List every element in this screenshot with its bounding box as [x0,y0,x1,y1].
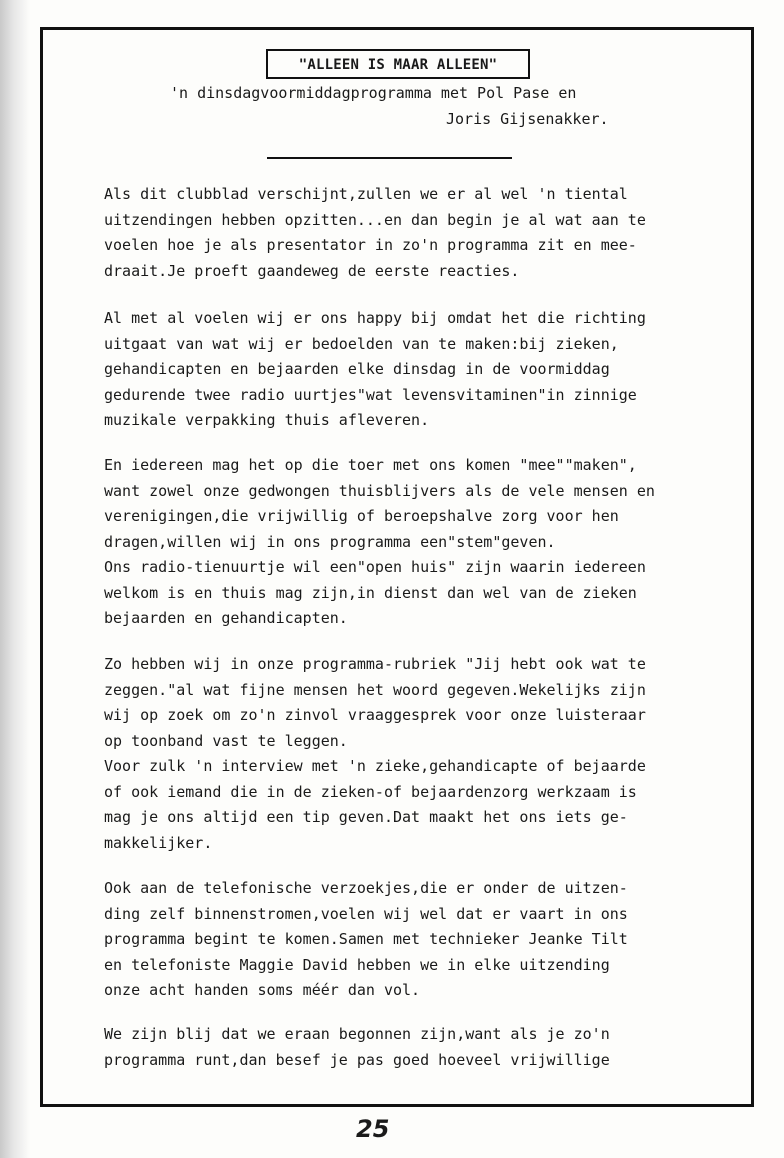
text-line: of ook iemand die in de zieken-of bejaardenzorg werkzaam is [104,782,637,801]
text-line: dragen,willen wij in ons programma een"stem"geven. [104,532,556,551]
text-line: Ons radio-tienuurtje wil een"open huis" zijn waarin iedereen [104,558,646,576]
article-subtitle-authors: Joris Gijsenakker. [446,110,609,128]
text-line: en telefoniste Maggie David hebben we in elke uitzending [104,955,610,974]
text-line: uitgaat van wat wij er bedoelden van te maken:bij zieken, [104,334,619,353]
text-line: voelen hoe je als presentator in zo'n programma zit en mee- [104,236,637,254]
paragraph-1 [104,182,646,284]
title-divider [267,157,512,159]
text-line: gedurende twee radio uurtjes"wat levensvitaminen"in zinnige [104,385,637,404]
text-line: Als dit clubblad verschijnt,zullen we er al wel 'n tiental [104,185,628,203]
text-line: welkom is en thuis mag zijn,in dienst dan wel van de zieken [104,583,637,602]
text-line: muzikale verpakking thuis afleveren. [104,411,430,429]
text-line: mag je ons altijd een tip geven.Dat maakt het ons iets ge- [104,808,628,826]
text-line: zeggen."al wat fijne mensen het woord gegeven.Wekelijks zijn [104,680,646,699]
text-line: want zowel onze gedwongen thuisblijvers als de vele mensen en [104,481,655,500]
text-line: Ook aan de telefonische verzoekjes,die er onder de uitzen- [104,879,628,897]
text-line: ding zelf binnenstromen,voelen wij wel dat er vaart in ons [104,904,628,923]
text-line: op toonband vast te leggen. [104,731,348,750]
article-title: "ALLEEN IS MAAR ALLEEN" [266,49,530,79]
text-line: makkelijker. [104,833,213,852]
text-line: programma begint te komen.Samen met technieker Jeanke Tilt [104,930,628,948]
text-line: programma runt,dan besef je pas goed hoeveel vrijwillige [104,1050,610,1069]
scan-edge-shadow [0,0,30,1158]
text-line: Voor zulk 'n interview met 'n zieke,gehandicapte of bejaarde [104,757,646,775]
paragraph-6 [104,1022,610,1073]
text-line: bejaarden en gehandicapten. [104,609,348,627]
page-number: 25 [356,1115,390,1143]
paragraph-2 [104,306,646,434]
text-line: We zijn blij dat we eraan begonnen zijn,want als je zo'n [104,1025,610,1043]
text-line: Al met al voelen wij er ons happy bij omdat het die richting [104,309,646,327]
article-subtitle: 'n dinsdagvoormiddagprogramma met Pol Pase en [170,84,577,102]
text-line: draait.Je proeft gaandeweg de eerste reacties. [104,261,520,280]
text-line: En iedereen mag het op die toer met ons komen "mee""maken", [104,456,637,474]
text-line: wij op zoek om zo'n zinvol vraaggesprek voor onze luisteraar [104,706,646,724]
paragraph-3 [104,453,655,632]
text-line: uitzendingen hebben opzitten...en dan begin je al wat aan te [104,210,646,229]
text-line: gehandicapten en bejaarden elke dinsdag in de voormiddag [104,360,610,378]
text-line: onze acht handen soms méér dan vol. [104,981,421,999]
paragraph-5 [104,876,628,1004]
text-line: verenigingen,die vrijwillig of beroepshalve zorg voor hen [104,507,619,525]
paragraph-4 [104,652,646,856]
text-line: Zo hebben wij in onze programma-rubriek "Jij hebt ook wat te [104,655,646,673]
